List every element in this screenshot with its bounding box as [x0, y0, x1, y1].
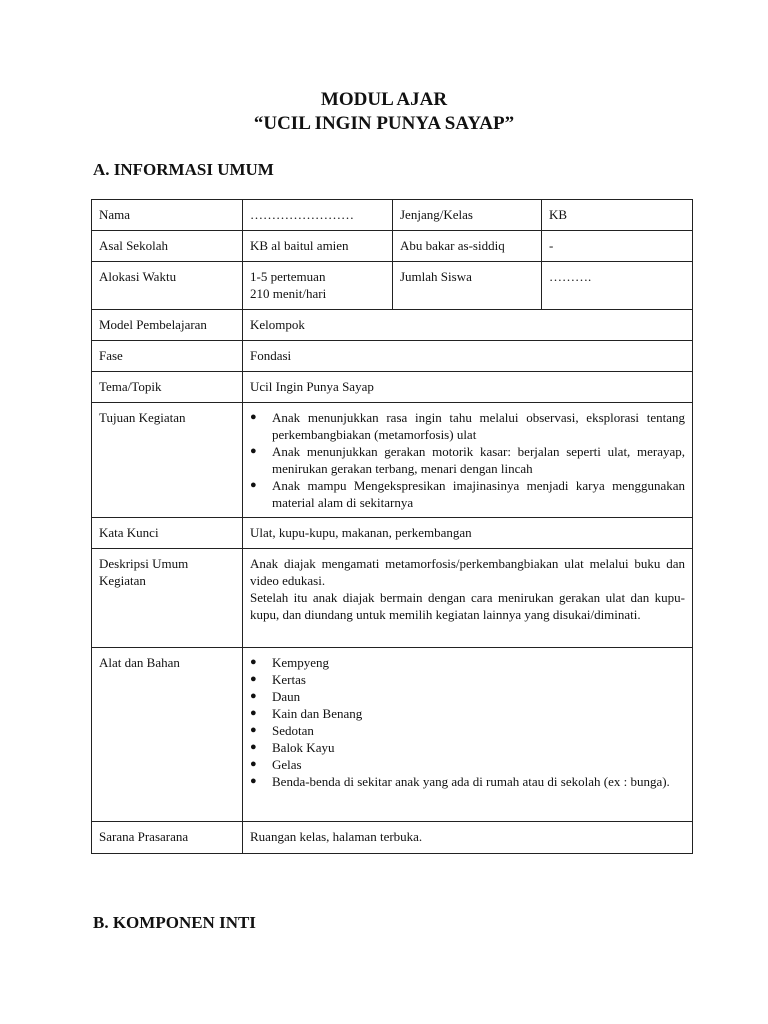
- tujuan-label: Tujuan Kegiatan: [92, 403, 243, 518]
- deskripsi-value: [243, 549, 693, 648]
- model-value: Kelompok: [243, 310, 693, 341]
- tujuan-list: [250, 409, 685, 511]
- list-item: ● Kempyeng: [272, 654, 685, 671]
- alat-bahan-label: Alat dan Bahan: [92, 648, 243, 822]
- table-row: [92, 403, 693, 518]
- table-row: [92, 200, 693, 231]
- info-table: [91, 199, 693, 854]
- table-row: [92, 310, 693, 341]
- fase-value: Fondasi: [243, 341, 693, 372]
- list-item: ● Daun: [272, 688, 685, 705]
- list-item: ● Anak mampu Mengekspresikan imajinasinya menjadi karya menggunakan material alam di sekitarnya: [272, 477, 685, 511]
- model-label: Model Pembelajaran: [92, 310, 243, 341]
- alokasi-waktu-label: Alokasi Waktu: [92, 262, 243, 310]
- alat-bahan-list: [250, 654, 685, 790]
- alat-bahan-value: [243, 648, 693, 822]
- title-line-1: MODUL AJAR: [320, 89, 448, 110]
- deskripsi-label: Deskripsi Umum Kegiatan: [92, 549, 243, 648]
- jumlah-siswa-value: ……….: [542, 262, 693, 310]
- list-item: ● Anak menunjukkan gerakan motorik kasar: berjalan seperti ulat, merayap, menirukan gerakan terbang, menari dengan lincah: [272, 443, 685, 477]
- asal-sekolah-value: KB al baitul amien: [243, 231, 393, 262]
- table-row: [92, 262, 693, 310]
- sarana-label: Sarana Prasarana: [92, 822, 243, 854]
- page-title: [0, 88, 768, 136]
- jenjang-label: Jenjang/Kelas: [393, 200, 542, 231]
- table-row: [92, 231, 693, 262]
- title-line-2: “UCIL INGIN PUNYA SAYAP”: [253, 113, 515, 134]
- list-item: ● Anak menunjukkan rasa ingin tahu melalui observasi, eksplorasi tentang perkembangbiakan (metamorfosis) ulat: [272, 409, 685, 443]
- deskripsi-paragraph: Setelah itu anak diajak bermain dengan cara menirukan gerakan ulat dan kupu-kupu, dan diundang untuk memilih kegiatan lainnya yang disukai/diminati.: [250, 590, 685, 622]
- kata-kunci-value: Ulat, kupu-kupu, makanan, perkembangan: [243, 518, 693, 549]
- pengajar-extra: -: [542, 231, 693, 262]
- alokasi-line: 1-5 pertemuan: [250, 269, 326, 284]
- alokasi-waktu-value: [243, 262, 393, 310]
- sarana-value: Ruangan kelas, halaman terbuka.: [243, 822, 693, 854]
- section-heading-informasi-umum: A. INFORMASI UMUM: [93, 160, 274, 179]
- tema-label: Tema/Topik: [92, 372, 243, 403]
- nama-value: ……………………: [243, 200, 393, 231]
- table-row: [92, 549, 693, 648]
- list-item: ● Kain dan Benang: [272, 705, 685, 722]
- alokasi-line: 210 menit/hari: [250, 286, 327, 301]
- kata-kunci-label: Kata Kunci: [92, 518, 243, 549]
- asal-sekolah-label: Asal Sekolah: [92, 231, 243, 262]
- section-heading-komponen-inti: B. KOMPONEN INTI: [93, 913, 256, 932]
- fase-label: Fase: [92, 341, 243, 372]
- deskripsi-paragraph: Anak diajak mengamati metamorfosis/perkembangbiakan ulat melalui buku dan video edukasi.: [250, 556, 685, 588]
- table-row: [92, 372, 693, 403]
- jumlah-siswa-label: Jumlah Siswa: [393, 262, 542, 310]
- table-row: [92, 822, 693, 854]
- tema-value: Ucil Ingin Punya Sayap: [243, 372, 693, 403]
- list-item: ● Gelas: [272, 756, 685, 773]
- list-item: ● Kertas: [272, 671, 685, 688]
- table-row: [92, 518, 693, 549]
- list-item: ● Balok Kayu: [272, 739, 685, 756]
- nama-label: Nama: [92, 200, 243, 231]
- list-item: ● Sedotan: [272, 722, 685, 739]
- tujuan-value: [243, 403, 693, 518]
- jenjang-value: KB: [542, 200, 693, 231]
- table-row: [92, 648, 693, 822]
- pengajar-value: Abu bakar as-siddiq: [393, 231, 542, 262]
- table-row: [92, 341, 693, 372]
- list-item: ● Benda-benda di sekitar anak yang ada di rumah atau di sekolah (ex : bunga).: [272, 773, 685, 790]
